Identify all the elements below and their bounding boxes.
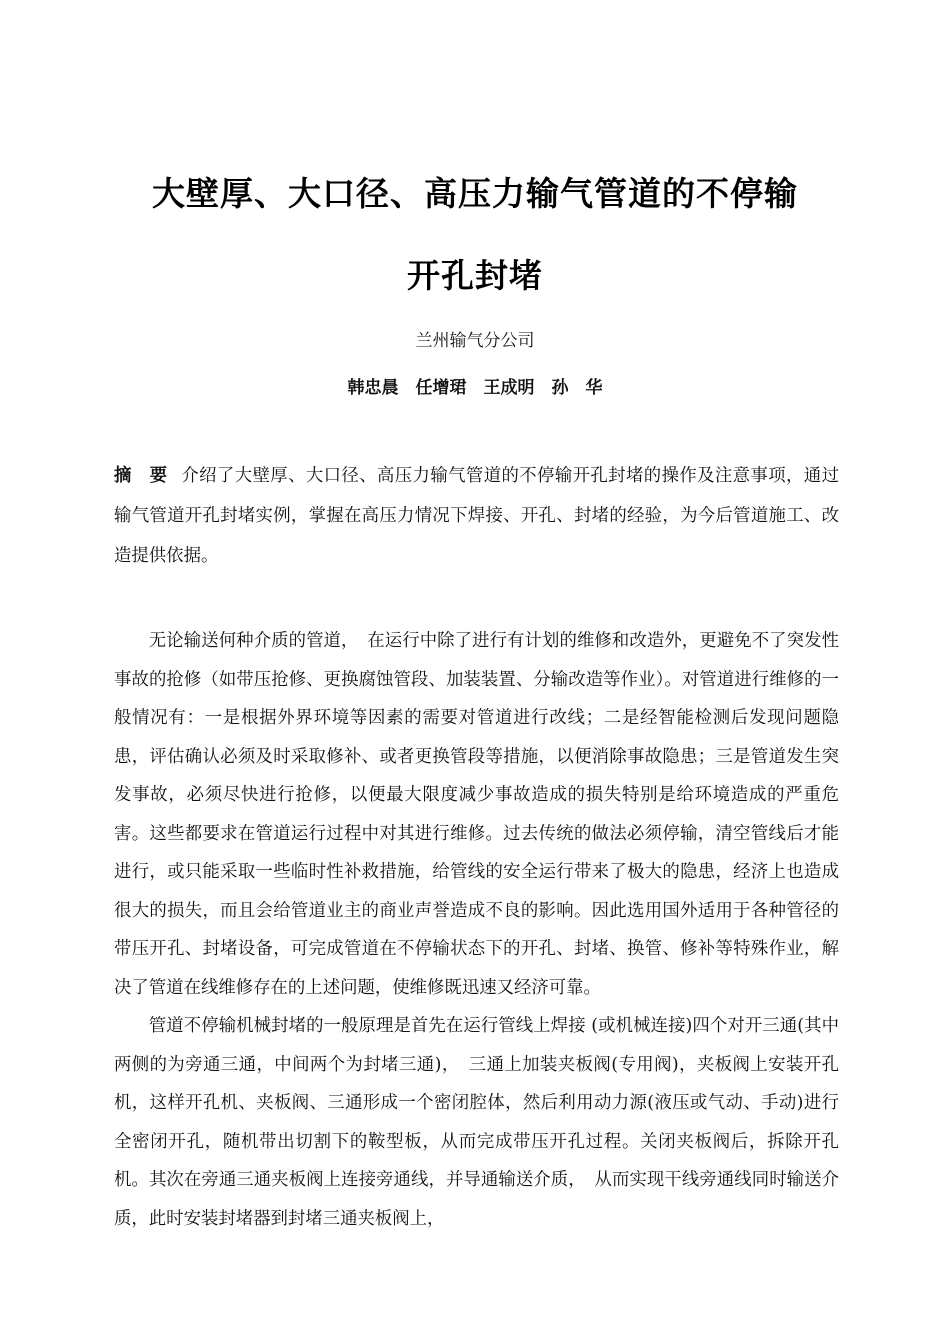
- paper-title-line-2: 开孔封堵: [407, 256, 543, 295]
- abstract: [114, 456, 839, 576]
- author-affiliation: 兰州输气分公司: [415, 331, 535, 351]
- body-paragraph-2: 管道不停输机械封堵的一般原理是首先在运行管线上焊接 (或机械连接)四个对开三通(其中两侧的为旁通三通，中间两个为封堵三通)， 三通上加装夹板阀(专用阀)，夹板阀上安装开孔机，这样开孔机、夹板阀、三通形成一个密闭腔体，然后利用动力源(液压或气动、手动)进行全密闭开孔，随机带出切割下的鞍型板，从而完成带压开孔过程。关闭夹板阀后，拆除开孔机。其次在旁通三通夹板阀上连接旁通线，并导通输送介质， 从而实现干线旁通线同时输送介质，此时安装封堵器到封堵三通夹板阀上，: [114, 1016, 839, 1229]
- body-text: [114, 622, 839, 1238]
- body-paragraph-1: 无论输送何种介质的管道， 在运行中除了进行有计划的维修和改造外，更避免不了突发性事故的抢修（如带压抢修、更换腐蚀管段、加装装置、分输改造等作业）。对管道进行维修的一般情况有：一是根据外界环境等因素的需要对管道进行改线；二是经智能检测后发现问题隐患，评估确认必须及时采取修补、或者更换管段等措施，以便消除事故隐患；三是管道发生突发事故，必须尽快进行抢修，以便最大限度减少事故造成的损失特别是给环境造成的严重危害。这些都要求在管道运行过程中对其进行维修。过去传统的做法必须停输，清空管线后才能进行，或只能采取一些临时性补救措施，给管线的安全运行带来了极大的隐患，经济上也造成很大的损失，而且会给管道业主的商业声誉造成不良的影响。因此选用国外适用于各种管径的带压开孔、封堵设备，可完成管道在不停输状态下的开孔、封堵、换管、修补等特殊作业，解决了管道在线维修存在的上述问题，使维修既迅速又经济可靠。: [114, 631, 839, 998]
- author-list: 韩忠晨 任增珺 王成明 孙 华: [347, 378, 603, 398]
- abstract-label: 摘 要: [114, 466, 168, 486]
- paper-title-line-1: 大壁厚、大口径、高压力输气管道的不停输: [152, 174, 798, 213]
- abstract-text: 介绍了大壁厚、大口径、高压力输气管道的不停输开孔封堵的操作及注意事项，通过输气管道开孔封堵实例，掌握在高压力情况下焊接、开孔、封堵的经验，为今后管道施工、改造提供依据。: [114, 466, 839, 566]
